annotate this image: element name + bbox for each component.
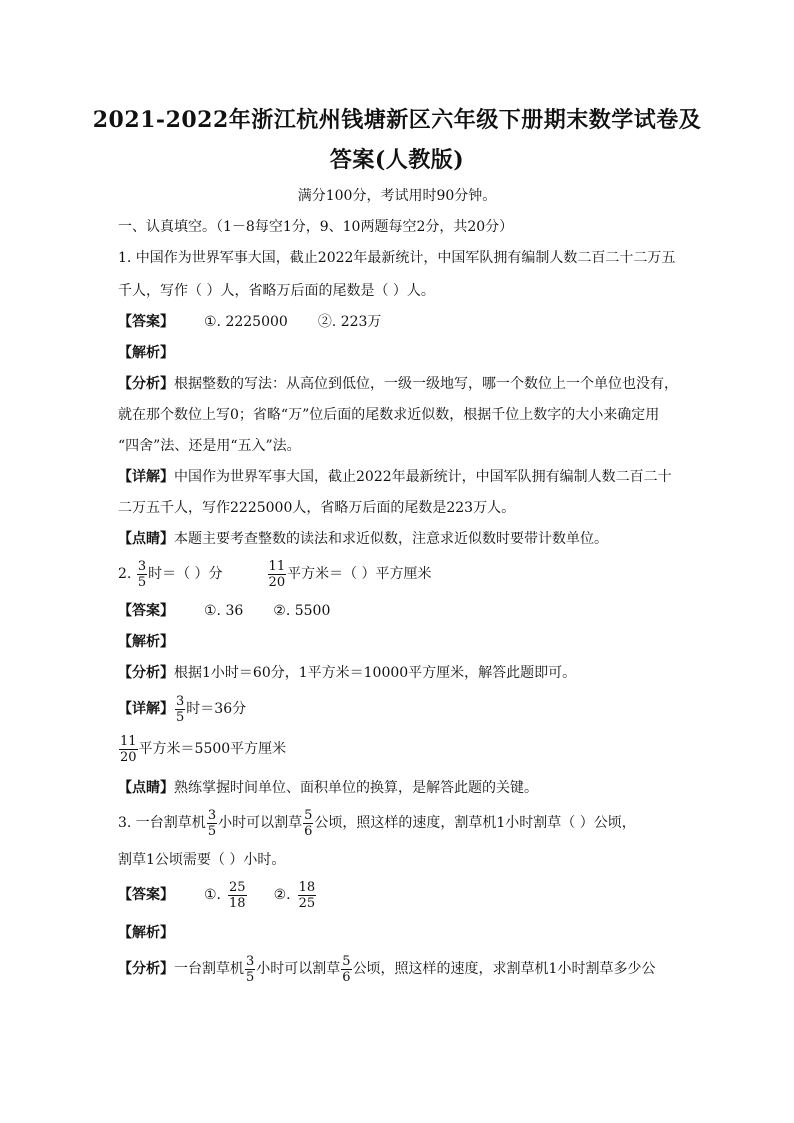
q2-fraction-1 <box>137 559 147 590</box>
q3-fx-frac1-num: 3 <box>246 953 255 969</box>
section1-heading: 一、认真填空。（1－8每空1分，9、10两题每空2分，共20分） <box>118 219 514 235</box>
q1-dianjing-text: 本题主要考查整数的读法和求近似数，注意求近似数时要带计数单位。 <box>174 531 608 547</box>
q2-number: 2. <box>118 566 132 582</box>
exam-subtitle: 满分100分，考试用时90分钟。 <box>297 188 497 204</box>
q3-fx-frac2-num: 5 <box>342 953 351 969</box>
q3-answer-1-fraction <box>228 880 247 911</box>
q1-fenxi-line3: “四舍”法、还是用“五入”法。 <box>118 438 301 454</box>
q2-fraction-2 <box>268 559 287 590</box>
q2-xiangjie-fraction-2 <box>119 734 138 765</box>
q2-xj-frac2-num: 11 <box>120 733 137 749</box>
fenxi-label: 【分析】 <box>118 961 174 977</box>
q2-frac1-den: 5 <box>137 574 147 590</box>
q3-frac2-den: 6 <box>304 823 313 839</box>
q1-text-line2: 千人，写作（ ）人，省略万后面的尾数是（ ）人。 <box>118 283 435 299</box>
q3-question-line1 <box>118 806 688 840</box>
q3-fx-frac2-den: 6 <box>342 969 351 985</box>
q2-xiangjie-text2: 平方米＝5500平方厘米 <box>138 741 287 757</box>
q3-analysis-label: 【解析】 <box>118 925 174 941</box>
q3-ans2-den: 25 <box>298 895 316 911</box>
q3-fenxi-part2: 小时可以割草 <box>256 961 341 977</box>
q3-answer-1-prefix: ①. <box>204 887 222 903</box>
q3-answer-2-fraction <box>298 880 317 911</box>
q2-xj-frac1-num: 3 <box>176 693 185 709</box>
q3-frac1-den: 5 <box>207 823 217 839</box>
answer-label: 【答案】 <box>118 314 174 330</box>
q1-answer-1: ①. 2225000 <box>204 314 288 330</box>
q2-frac1-num: 3 <box>137 558 147 574</box>
q3-fenxi-part1: 一台割草机 <box>174 961 244 977</box>
xiangjie-label: 【详解】 <box>118 469 174 485</box>
q3-question-line2: 割草1公顷需要（ ）小时。 <box>118 852 286 868</box>
dianjing-label: 【点睛】 <box>118 531 174 547</box>
q3-fenxi-fraction-2 <box>341 954 351 985</box>
q3-part1: 小时可以割草 <box>218 815 303 831</box>
q1-analysis-label: 【解析】 <box>118 345 174 361</box>
q1-fenxi-line2: 就在那个数位上写0；省略“万”位后面的尾数求近似数，根据千位上数字的大小来确定用 <box>118 407 660 423</box>
q3-ans1-num: 25 <box>229 879 246 895</box>
q2-fenxi <box>118 663 688 683</box>
answer-label: 【答案】 <box>118 887 174 903</box>
answer-label: 【答案】 <box>118 603 174 619</box>
q3-fx-frac1-den: 5 <box>246 969 255 985</box>
q1-xiangjie-line2: 二万五千人，写作2225000人，省略万后面的尾数是223万人。 <box>118 500 516 516</box>
q2-xj-frac1-den: 5 <box>176 709 185 725</box>
q3-fenxi-part3: 公顷，照这样的速度，求割草机1小时割草多少公 <box>352 961 656 977</box>
document-title-line2: 答案(人教版) <box>329 147 465 173</box>
q3-fraction-1 <box>207 808 217 839</box>
q3-answer <box>118 878 688 912</box>
q1-text-line1: 1. 中国作为世界军事大国，截止2022年最新统计，中国军队拥有编制人数二百二十二万五 <box>118 250 676 266</box>
q3-fraction-2 <box>303 808 313 839</box>
q2-frac2-den: 20 <box>268 574 286 590</box>
fenxi-label: 【分析】 <box>118 665 174 681</box>
q3-answer-2-prefix: ②. <box>273 887 291 903</box>
q2-xiangjie-fraction-1 <box>175 694 185 725</box>
q2-xj-frac2-den: 20 <box>120 749 137 765</box>
q2-answer-2: ②. 5500 <box>273 603 331 619</box>
q3-ans2-num: 18 <box>298 879 316 895</box>
xiangjie-label: 【详解】 <box>118 701 174 717</box>
document-title-line1: 2021-2022年浙江杭州钱塘新区六年级下册期末数学试卷及 <box>92 107 702 133</box>
q1-fenxi-line1 <box>118 374 688 394</box>
fenxi-label: 【分析】 <box>118 376 174 392</box>
q3-fenxi-fraction-1 <box>245 954 255 985</box>
q2-fenxi-text: 根据1小时＝60分，1平方米＝10000平方厘米，解答此题即可。 <box>174 665 577 681</box>
q2-analysis-label: 【解析】 <box>118 634 174 650</box>
q1-answer <box>118 312 688 332</box>
q2-part1: 时＝（ ）分 <box>148 566 223 582</box>
q2-question <box>118 557 688 591</box>
q2-dianjing <box>118 778 688 798</box>
q3-ans1-den: 18 <box>229 895 246 911</box>
q2-part2: 平方米＝（ ）平方厘米 <box>287 566 432 582</box>
q2-frac2-num: 11 <box>268 558 286 574</box>
q2-answer-1: ①. 36 <box>204 603 244 619</box>
q1-dianjing <box>118 529 688 549</box>
q2-dianjing-text: 熟练掌握时间单位、面积单位的换算，是解答此题的关键。 <box>174 780 538 796</box>
q3-fenxi <box>118 952 688 986</box>
q2-xiangjie-line2 <box>118 732 688 766</box>
q2-answer <box>118 601 688 621</box>
q1-fenxi-text1: 根据整数的写法：从高位到低位，一级一级地写，哪一个数位上一个单位也没有， <box>174 376 678 392</box>
q3-frac2-num: 5 <box>304 807 313 823</box>
q3-part2: 公顷，照这样的速度，割草机1小时割草（ ）公顷， <box>314 815 636 831</box>
q3-frac1-num: 3 <box>207 807 217 823</box>
dianjing-label: 【点睛】 <box>118 780 174 796</box>
q1-xiangjie-line1 <box>118 467 688 487</box>
q1-xiangjie-text1: 中国作为世界军事大国，截止2022年最新统计，中国军队拥有编制人数二百二十 <box>174 469 672 485</box>
q2-xiangjie-text1: 时＝36分 <box>186 701 247 717</box>
q3-number: 3. 一台割草机 <box>118 815 206 831</box>
q2-xiangjie-line1 <box>118 692 688 726</box>
q1-answer-2: ②. 223万 <box>317 314 382 330</box>
